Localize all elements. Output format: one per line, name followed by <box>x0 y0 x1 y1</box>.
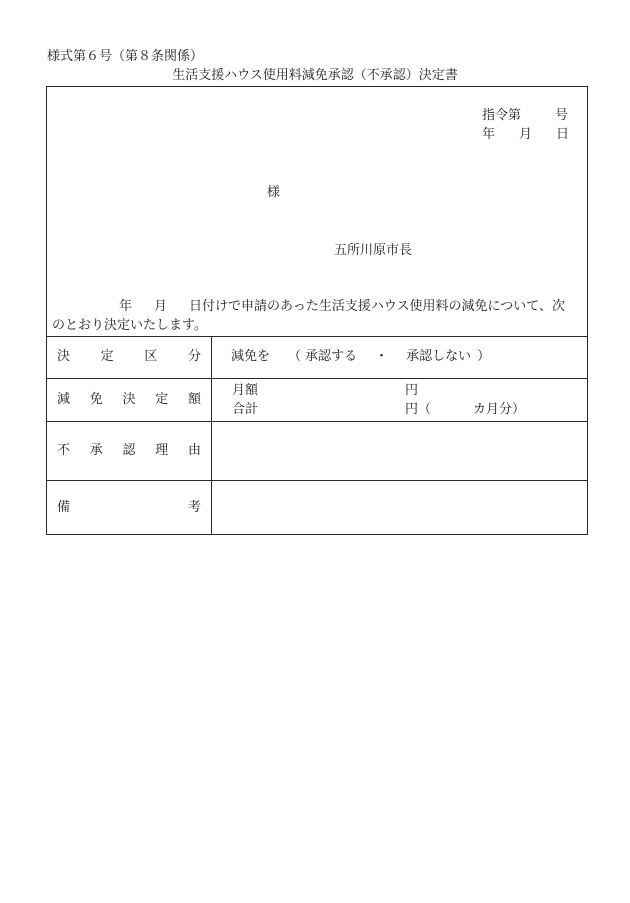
label-char: 免 <box>89 392 103 407</box>
option-reject[interactable]: 承認しない <box>406 349 472 364</box>
option-approve[interactable]: 承認する <box>305 349 358 364</box>
directive-prefix: 指令第 <box>482 108 522 123</box>
directive-suffix: 号 <box>555 108 569 123</box>
label-char: 備 <box>57 500 71 515</box>
months-suffix: カ月分） <box>473 402 526 417</box>
notice-body-line-2: のとおり決定いたします。 <box>52 318 207 333</box>
date-year: 年 <box>482 127 496 142</box>
date-month: 月 <box>519 127 533 142</box>
application-month: 月 <box>154 299 168 314</box>
label-char: 決 <box>57 349 71 364</box>
application-year: 年 <box>119 299 133 314</box>
issue-date <box>482 127 569 143</box>
label-char: 区 <box>144 349 158 364</box>
decision-options <box>231 349 490 365</box>
label-char: 不 <box>57 443 71 458</box>
label-char: 由 <box>187 443 201 458</box>
addressee-honorific: 様 <box>267 185 281 200</box>
notice-body-text: 日付けで申請のあった生活支援ハウス使用料の減免について、次 <box>189 299 565 314</box>
total-yen-unit <box>405 402 525 418</box>
label-char: 理 <box>155 443 169 458</box>
label-char: 額 <box>187 392 201 407</box>
row-divider <box>46 421 588 422</box>
label-char: 認 <box>122 443 136 458</box>
label-char: 考 <box>187 500 201 515</box>
column-divider <box>211 336 212 534</box>
decision-prefix: 減免を <box>231 349 271 364</box>
option-separator: ・ <box>375 349 389 364</box>
directive-number <box>482 108 568 124</box>
form-title: 生活支援ハウス使用料減免承認（不承認）決定書 <box>172 68 458 83</box>
label-char: 減 <box>57 392 71 407</box>
row-divider <box>46 480 588 481</box>
monthly-yen-unit: 円 <box>405 383 419 398</box>
total-unit: 円（ <box>405 402 432 417</box>
issuer-name: 五所川原市長 <box>334 243 413 258</box>
label-char: 分 <box>187 349 201 364</box>
label-char: 決 <box>122 392 136 407</box>
row-divider <box>46 378 588 379</box>
form-number: 様式第６号（第８条関係） <box>47 49 204 64</box>
label-char: 定 <box>100 349 114 364</box>
decision-category-label <box>57 349 201 365</box>
rejection-reason-label <box>57 443 201 459</box>
exemption-amount-label <box>57 392 201 408</box>
table-top-border <box>46 336 588 337</box>
label-char: 定 <box>155 392 169 407</box>
date-day: 日 <box>556 127 570 142</box>
open-paren: （ <box>288 349 302 364</box>
notice-body-line-1 <box>119 299 565 315</box>
monthly-amount-label: 月額 <box>232 383 259 398</box>
total-amount-label: 合計 <box>232 402 259 417</box>
label-char: 承 <box>89 443 103 458</box>
close-paren: ） <box>477 349 491 364</box>
remarks-label <box>57 500 201 516</box>
